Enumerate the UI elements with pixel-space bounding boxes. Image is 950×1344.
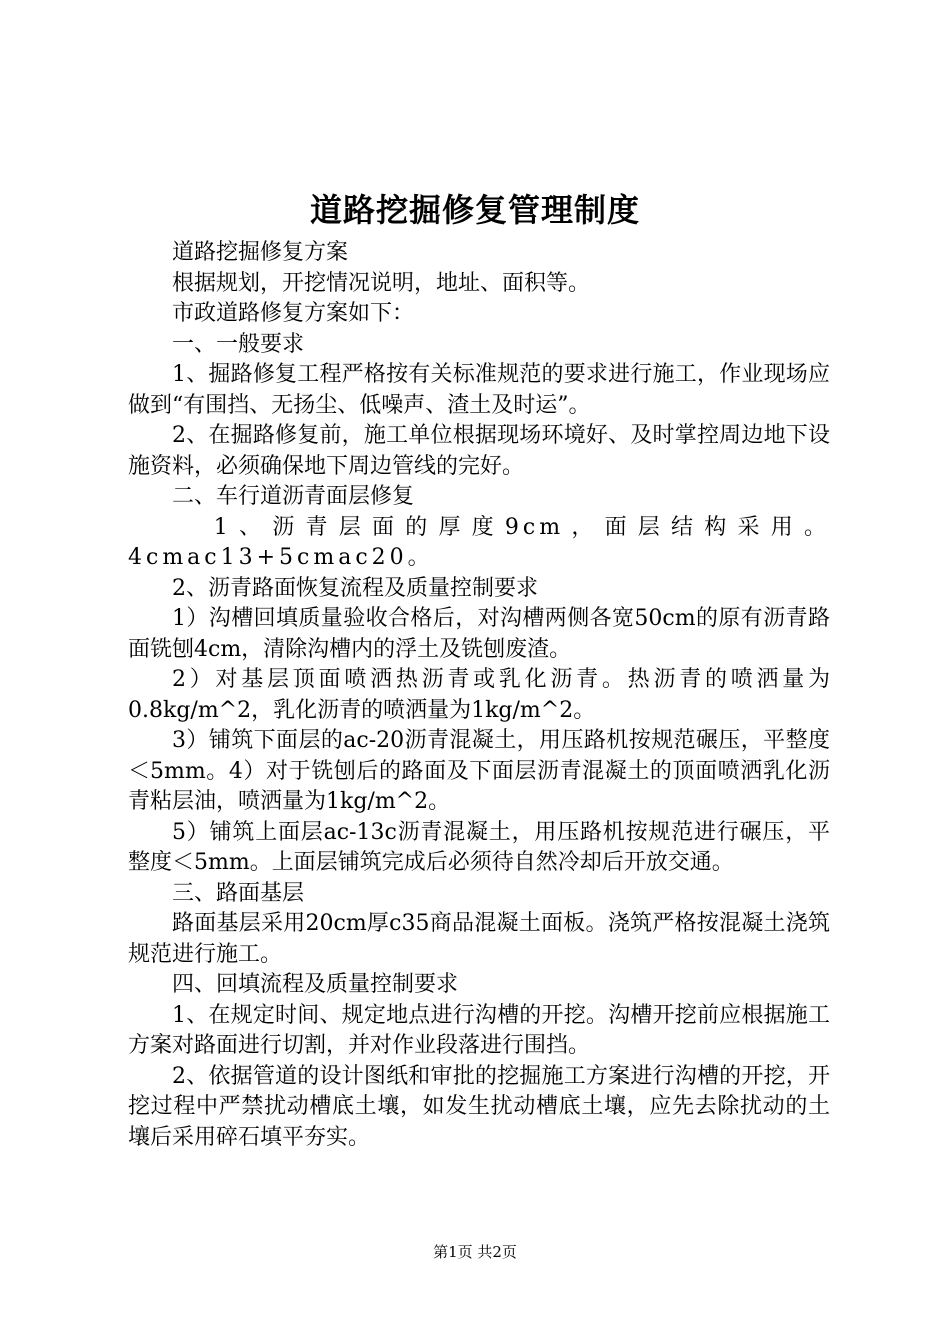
paragraph: 1）沟槽回填质量验收合格后，对沟槽两侧各宽50cm的原有沥青路面铣刨4cm，清除沟槽内的浮土及铣刨废渣。	[128, 606, 830, 662]
section-heading: 四、回填流程及质量控制要求	[172, 972, 459, 997]
section-heading: 三、路面基层	[172, 880, 305, 906]
paragraph: 1、沥青层面的厚度9cm，面层结构采用。4cmac13+5cmac20。	[128, 514, 830, 570]
paragraph: 3）铺筑下面层的ac-20沥青混凝土，用压路机按规范碾压，平整度＜5mm。4）对于铣刨后的路面及下面层沥青混凝土的顶面喷洒乳化沥青粘层油，喷洒量为1kg/m^2。	[128, 728, 830, 814]
paragraph: 2、依据管道的设计图纸和审批的挖掘施工方案进行沟槽的开挖，开挖过程中严禁扰动槽底土壤，如发生扰动槽底土壤，应先去除扰动的土壤后采用碎石填平夯实。	[128, 1063, 830, 1150]
paragraph: 2、在掘路修复前，施工单位根据现场环境好、及时掌控周边地下设施资料，必须确保地下周边管线的完好。	[128, 423, 830, 479]
section-heading: 二、车行道沥青面层修复	[172, 484, 415, 509]
document-title: 道路挖掘修复管理制度	[309, 191, 640, 229]
section-heading: 一、一般要求	[172, 331, 305, 357]
paragraph: 根据规划，开挖情况说明，地址、面积等。	[172, 270, 591, 296]
paragraph: 市政道路修复方案如下：	[172, 301, 415, 326]
paragraph: 2）对基层顶面喷洒热沥青或乳化沥青。热沥青的喷洒量为0.8kg/m^2，乳化沥青的喷洒量为1kg/m^2。	[128, 667, 830, 723]
paragraph: 1、在规定时间、规定地点进行沟槽的开挖。沟槽开挖前应根据施工方案对路面进行切割，并对作业段落进行围挡。	[128, 1002, 830, 1058]
paragraph: 道路挖掘修复方案	[172, 240, 349, 265]
page-footer: 第1页 共2页	[433, 1243, 517, 1261]
paragraph: 路面基层采用20cm厚c35商品混凝土面板。浇筑严格按混凝土浇筑规范进行施工。	[128, 911, 830, 967]
paragraph: 2、沥青路面恢复流程及质量控制要求	[172, 575, 538, 601]
document-body	[128, 238, 830, 1153]
paragraph: 5）铺筑上面层ac-13c沥青混凝土，用压路机按规范进行碾压，平整度＜5mm。上面层铺筑完成后必须待自然冷却后开放交通。	[128, 819, 830, 875]
paragraph: 1、掘路修复工程严格按有关标准规范的要求进行施工，作业现场应做到“有围挡、无扬尘、低噪声、渣土及时运”。	[128, 362, 830, 418]
